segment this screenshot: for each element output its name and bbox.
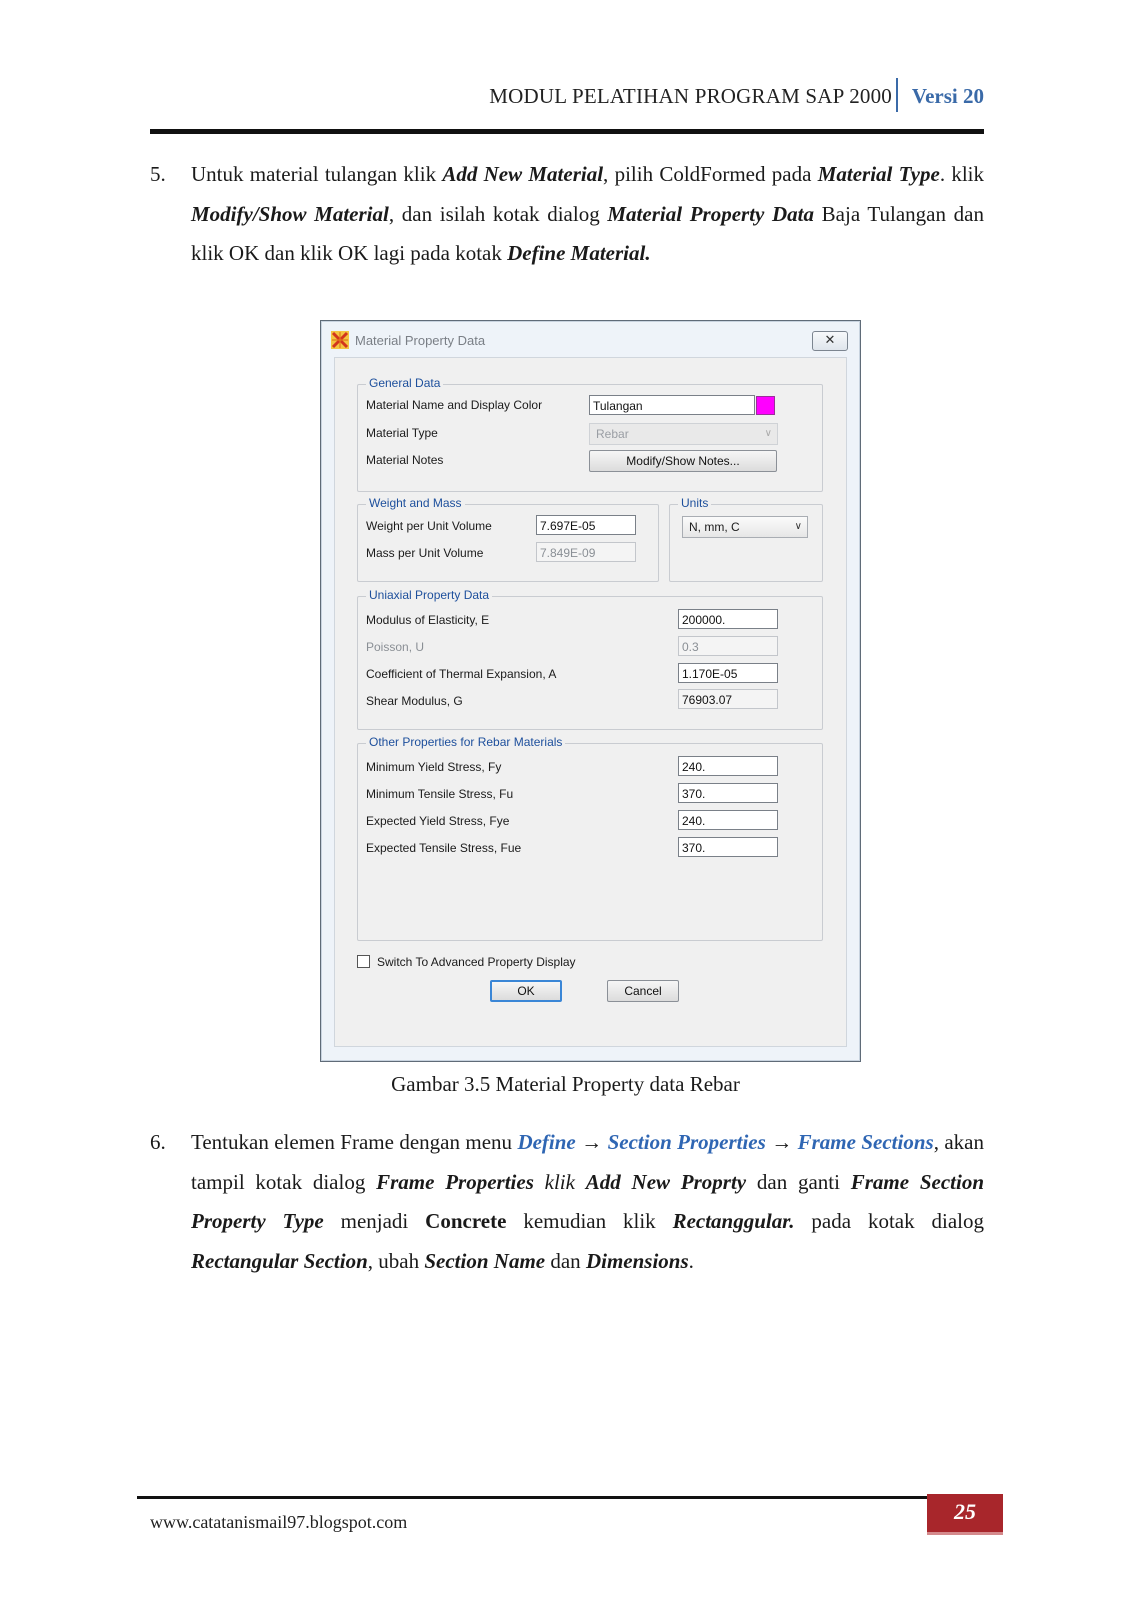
step-6 xyxy=(150,1123,984,1283)
expected-yield-stress-input[interactable]: 240. xyxy=(678,810,778,830)
min-yield-stress-input[interactable]: 240. xyxy=(678,756,778,776)
module-title: MODUL PELATIHAN PROGRAM SAP 2000 xyxy=(489,84,892,108)
thermal-expansion-label: Coefficient of Thermal Expansion, A xyxy=(366,667,557,681)
expected-tensile-stress-input[interactable]: 370. xyxy=(678,837,778,857)
selected-value: N, mm, C xyxy=(689,520,740,534)
step-text: Untuk material tulangan klik Add New Material, pilih ColdFormed pada Material Type. klik Modify/Show Material, dan isilah kotak dialog Material Property Data Baja Tulangan dan klik OK dan klik OK lagi pada kotak Define Material. xyxy=(191,162,984,265)
units-select[interactable] xyxy=(682,516,808,538)
group-label: Units xyxy=(678,496,711,510)
modify-show-notes-button[interactable]: Modify/Show Notes... xyxy=(589,450,777,472)
dialog-titlebar xyxy=(329,329,852,353)
material-type-select xyxy=(589,423,778,445)
expected-yield-stress-label: Expected Yield Stress, Fye xyxy=(366,814,510,828)
sap2000-logo-icon xyxy=(331,331,349,349)
dialog-body xyxy=(334,357,847,1047)
group-label: Weight and Mass xyxy=(366,496,465,510)
chevron-down-icon: ∨ xyxy=(794,521,802,532)
display-color-swatch[interactable] xyxy=(756,396,775,415)
close-button[interactable]: ✕ xyxy=(812,331,848,351)
material-property-dialog xyxy=(320,320,861,1062)
header-divider xyxy=(896,78,898,112)
weight-per-volume-input[interactable]: 7.697E-05 xyxy=(536,515,636,535)
thermal-expansion-input[interactable]: 1.170E-05 xyxy=(678,663,778,683)
mass-per-volume-label: Mass per Unit Volume xyxy=(366,546,484,560)
cancel-button[interactable]: Cancel xyxy=(607,980,679,1002)
footer-rule xyxy=(137,1496,927,1499)
footer-url: www.catatanismail97.blogspot.com xyxy=(150,1512,408,1532)
advanced-display-checkbox[interactable] xyxy=(357,955,370,968)
min-tensile-stress-input[interactable]: 370. xyxy=(678,783,778,803)
poisson-input: 0.3 xyxy=(678,636,778,656)
expected-tensile-stress-label: Expected Tensile Stress, Fue xyxy=(366,841,522,855)
step-text: Tentukan elemen Frame dengan menu Define → Section Properties → Frame Sections, akan tampil kotak dialog Frame Properties klik Add New Proprty dan ganti Frame Section Property Type menjadi Concrete kemudian klik Rectanggular. pada kotak dialog Rectangular Section, ubah Section Name dan Dimensions. xyxy=(191,1130,985,1273)
rebar-properties-group xyxy=(357,735,823,941)
header-rule xyxy=(150,129,984,134)
page-number: 25 xyxy=(927,1494,1003,1534)
selected-value: Rebar xyxy=(596,427,629,441)
mass-per-volume-input: 7.849E-09 xyxy=(536,542,636,562)
general-data-group xyxy=(357,376,823,492)
figure-caption: Gambar 3.5 Material Property data Rebar xyxy=(391,1072,740,1096)
modulus-elasticity-label: Modulus of Elasticity, E xyxy=(366,613,490,627)
min-yield-stress-label: Minimum Yield Stress, Fy xyxy=(366,760,502,774)
group-label: Other Properties for Rebar Materials xyxy=(366,735,565,749)
page-number-shadow xyxy=(927,1532,1003,1535)
poisson-label: Poisson, U xyxy=(366,640,425,654)
shear-modulus-label: Shear Modulus, G xyxy=(366,694,463,708)
modulus-elasticity-input[interactable]: 200000. xyxy=(678,609,778,629)
dialog-title: Material Property Data xyxy=(355,333,486,348)
uniaxial-property-group xyxy=(357,588,823,730)
weight-per-volume-label: Weight per Unit Volume xyxy=(366,519,492,533)
step-number: 5. xyxy=(150,162,166,186)
ok-button[interactable]: OK xyxy=(490,980,562,1002)
units-group xyxy=(669,496,823,582)
step-number: 6. xyxy=(150,1130,166,1154)
page-header xyxy=(150,78,984,114)
version-label: Versi 20 xyxy=(911,84,984,108)
step-5 xyxy=(150,155,984,275)
weight-mass-group xyxy=(357,496,659,582)
material-name-label: Material Name and Display Color xyxy=(366,398,543,412)
material-name-input[interactable]: Tulangan xyxy=(589,395,755,415)
chevron-down-icon: ∨ xyxy=(764,428,772,439)
group-label: Uniaxial Property Data xyxy=(366,588,492,602)
material-notes-label: Material Notes xyxy=(366,453,444,467)
group-label: General Data xyxy=(366,376,443,390)
material-type-label: Material Type xyxy=(366,426,438,440)
advanced-display-label: Switch To Advanced Property Display xyxy=(377,955,576,969)
shear-modulus-input: 76903.07 xyxy=(678,689,778,709)
min-tensile-stress-label: Minimum Tensile Stress, Fu xyxy=(366,787,514,801)
